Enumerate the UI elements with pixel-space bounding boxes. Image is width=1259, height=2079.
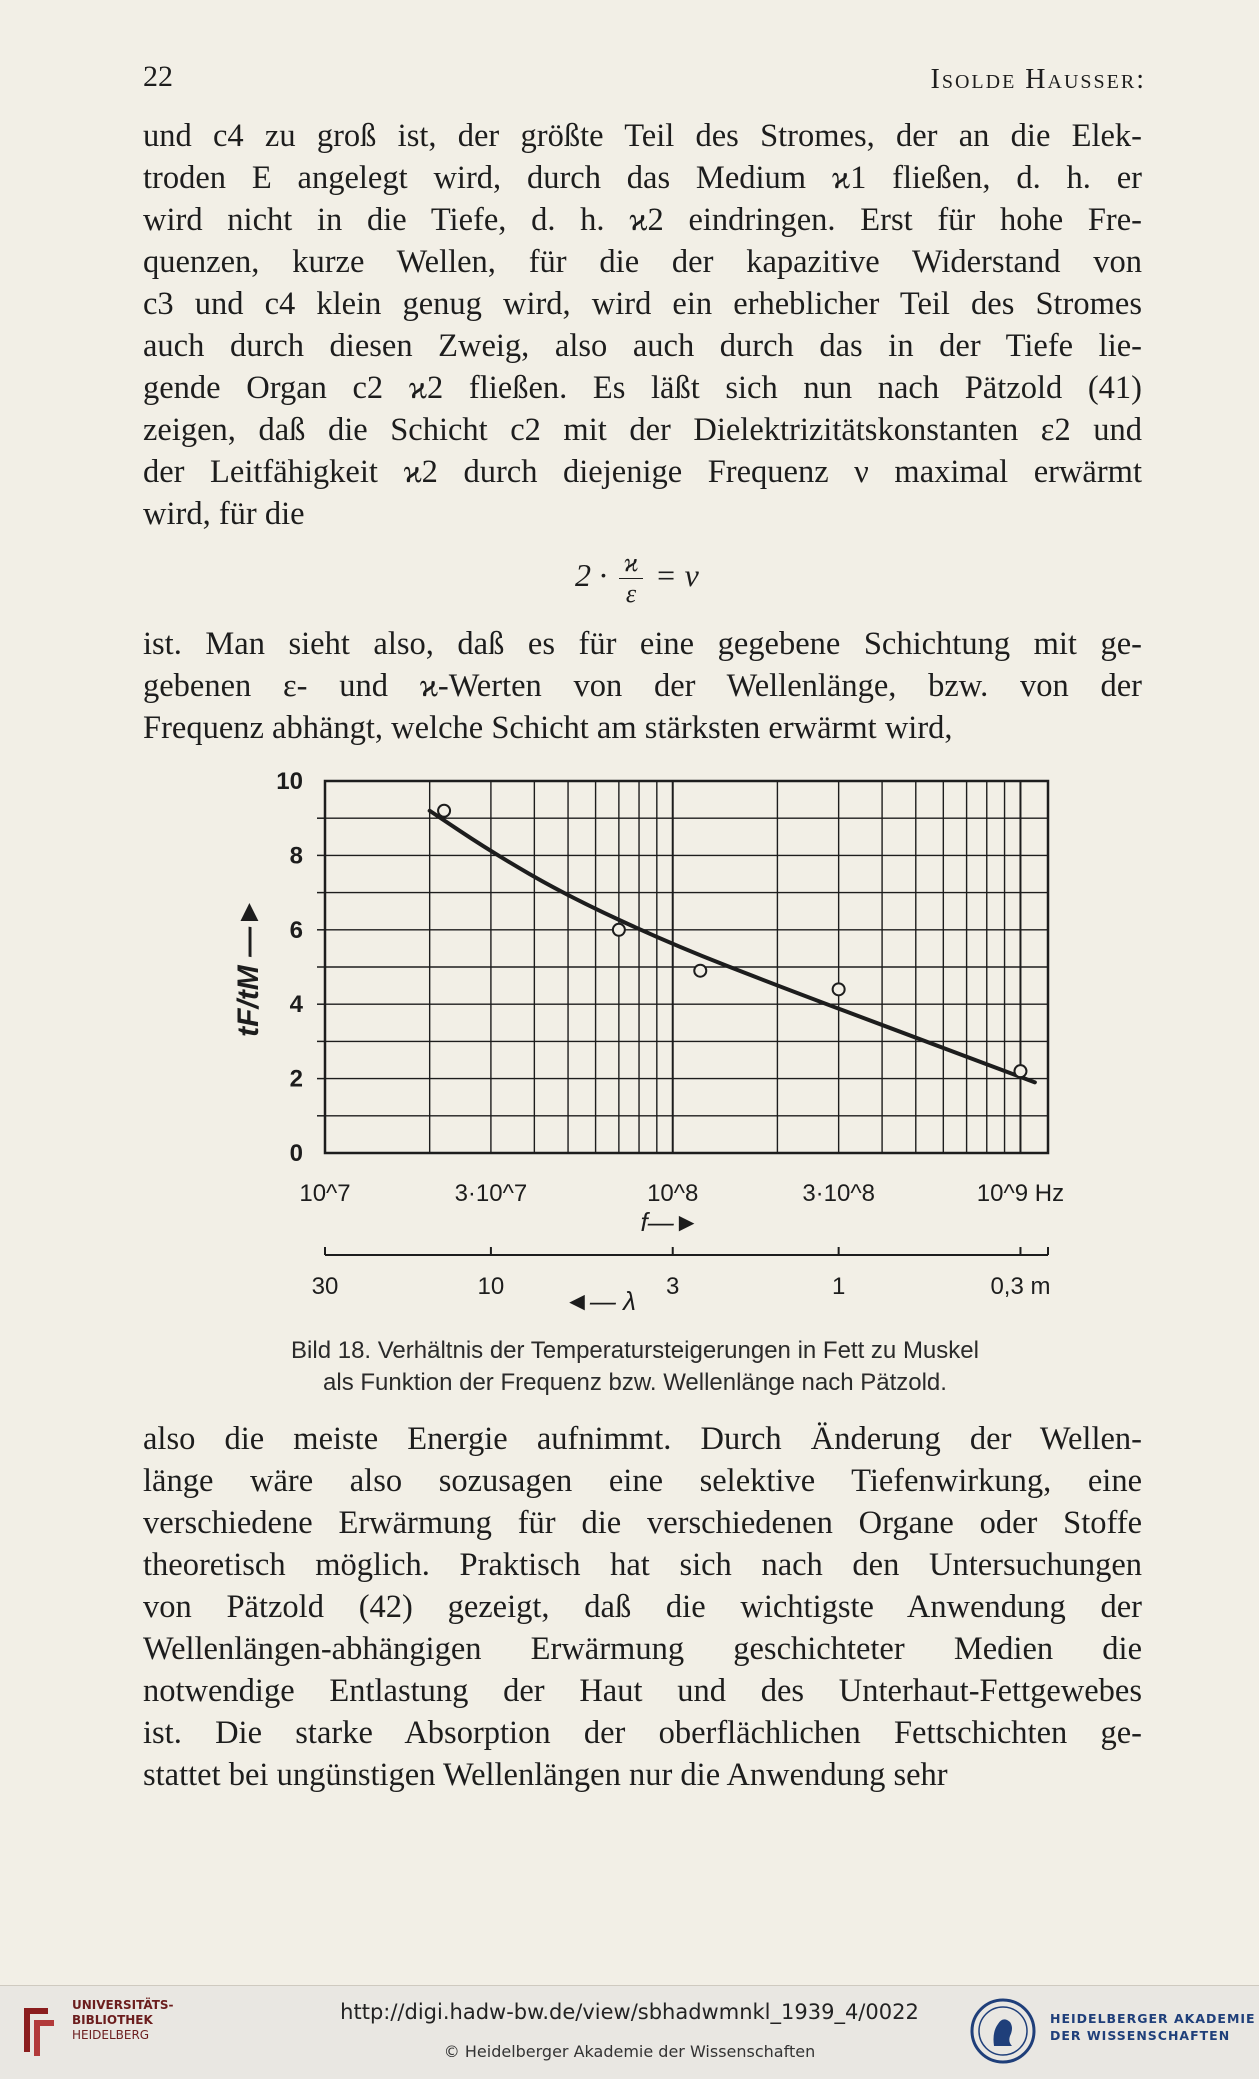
data-point — [1014, 1065, 1026, 1077]
text-line: notwendige Entlastung der Haut und des Unterhaut-Fettgewebes — [143, 1673, 1142, 1709]
text-line: verschiedene Erwärmung für die verschiedenen Organe oder Stoffe — [143, 1505, 1142, 1541]
library-name-line-2: BIBLIOTHEK — [72, 2013, 153, 2027]
data-point — [438, 805, 450, 817]
y-tick-label: 6 — [289, 916, 303, 944]
text-line: wird, für die — [143, 496, 305, 532]
academy-name — [1050, 2010, 1256, 2044]
permalink-url[interactable]: http://digi.hadw-bw.de/view/sbhadwmnkl_1939_4/0022 — [340, 2000, 919, 2024]
data-point — [833, 983, 845, 995]
text-line: also die meiste Energie aufnimmt. Durch Änderung der Wellen- — [143, 1421, 1142, 1457]
text-line: Frequenz abhängt, welche Schicht am stärksten erwärmt wird, — [143, 710, 953, 746]
academy-name-line-2: DER WISSENSCHAFTEN — [1050, 2028, 1231, 2043]
wavelength-tick-label: 1 — [831, 1273, 846, 1300]
wavelength-tick-label: 30 — [311, 1273, 339, 1300]
frequency-chart — [0, 768, 1259, 1328]
y-tick-label: 8 — [289, 842, 303, 870]
text-line: Wellenlängen-abhängigen Erwärmung geschichteter Medien die — [143, 1631, 1142, 1667]
page-number: 22 — [143, 60, 173, 93]
x-tick-label: 3·10^7 — [454, 1180, 528, 1207]
text-line: und c4 zu groß ist, der größte Teil des Stromes, der an die Elek- — [143, 118, 1142, 154]
academy-name-line-1: HEIDELBERGER AKADEMIE — [1050, 2011, 1256, 2026]
text-line: gebenen ε- und ϰ-Werten von der Wellenlänge, bzw. von der — [143, 668, 1142, 704]
copyright-notice: © Heidelberger Akademie der Wissenschaften — [443, 2042, 816, 2061]
academy-seal-icon — [968, 1996, 1038, 2066]
library-name-line-1: UNIVERSITÄTS- — [72, 1998, 174, 2012]
formula — [575, 548, 699, 609]
text-line: auch durch diesen Zweig, also auch durch das in der Tiefe lie- — [143, 328, 1142, 364]
y-tick-label: 4 — [289, 991, 303, 1019]
wavelength-axis-label: ◄— λ — [564, 1286, 636, 1316]
y-tick-label: 2 — [289, 1065, 303, 1093]
text-line: stattet bei ungünstigen Wellenlängen nur die Anwendung sehr — [143, 1757, 948, 1793]
text-line: wird nicht in die Tiefe, d. h. ϰ2 eindringen. Erst für hohe Fre- — [143, 202, 1142, 238]
y-tick-label: 0 — [289, 1140, 303, 1167]
running-header-author: Isolde Hausser: — [930, 64, 1146, 95]
text-line: zeigen, daß die Schicht c2 mit der Dielektrizitätskonstanten ε2 und — [143, 412, 1142, 448]
text-line: troden E angelegt wird, durch das Medium ϰ1 fließen, d. h. er — [143, 160, 1142, 196]
chart-grid — [317, 781, 1048, 1153]
x-axis-label: f—► — [640, 1207, 700, 1237]
paragraph-2 — [143, 623, 1142, 749]
text-line: von Pätzold (42) gezeigt, daß die wichtigste Anwendung der — [143, 1589, 1142, 1625]
formula-numerator: ϰ — [623, 548, 639, 577]
data-point — [694, 965, 706, 977]
text-line: theoretisch möglich. Praktisch hat sich nach den Untersuchungen — [143, 1547, 1142, 1583]
text-line: länge wäre also sozusagen eine selektive Tiefenwirkung, eine — [143, 1463, 1142, 1499]
caption-line-2: als Funktion der Frequenz bzw. Wellenlänge nach Pätzold. — [323, 1369, 947, 1396]
text-line: ist. Man sieht also, daß es für eine gegebene Schichtung mit ge- — [143, 626, 1142, 662]
caption-line-1: Bild 18. Verhältnis der Temperatursteigerungen in Fett zu Muskel — [291, 1337, 979, 1364]
y-tick-label: 10 — [276, 768, 303, 795]
formula-rhs: = ν — [655, 556, 699, 593]
chart-series — [430, 805, 1035, 1083]
formula-lhs: 2 · — [575, 556, 607, 593]
x-tick-label: 10^9 Hz — [976, 1180, 1065, 1207]
x-tick-label: 3·10^8 — [802, 1180, 875, 1207]
x-tick-label: 10^7 — [299, 1180, 351, 1207]
library-name-line-3: HEIDELBERG — [72, 2028, 150, 2042]
wavelength-tick-label: 0,3 m — [990, 1273, 1051, 1300]
wavelength-tick-label: 10 — [477, 1273, 505, 1300]
text-line: der Leitfähigkeit ϰ2 durch diejenige Frequenz ν maximal erwärmt — [143, 454, 1142, 490]
formula-denominator: ε — [625, 579, 637, 608]
text-line: ist. Die starke Absorption der oberflächlichen Fettschichten ge- — [143, 1715, 1142, 1751]
data-point — [613, 924, 625, 936]
figure-caption — [170, 1335, 1100, 1399]
text-line: c3 und c4 klein genug wird, wird ein erheblicher Teil des Stromes — [143, 286, 1142, 322]
paragraph-3 — [143, 1418, 1142, 1796]
x-tick-label: 10^8 — [647, 1180, 699, 1207]
footer-bar — [0, 1985, 1259, 2079]
wavelength-tick-label: 3 — [666, 1273, 680, 1300]
paragraph-1 — [143, 115, 1142, 535]
y-axis-label: tF/tM —► — [232, 897, 265, 1037]
text-line: gende Organ c2 ϰ2 fließen. Es läßt sich nun nach Pätzold (41) — [143, 370, 1142, 406]
text-line: quenzen, kurze Wellen, für die der kapazitive Widerstand von — [143, 244, 1142, 280]
